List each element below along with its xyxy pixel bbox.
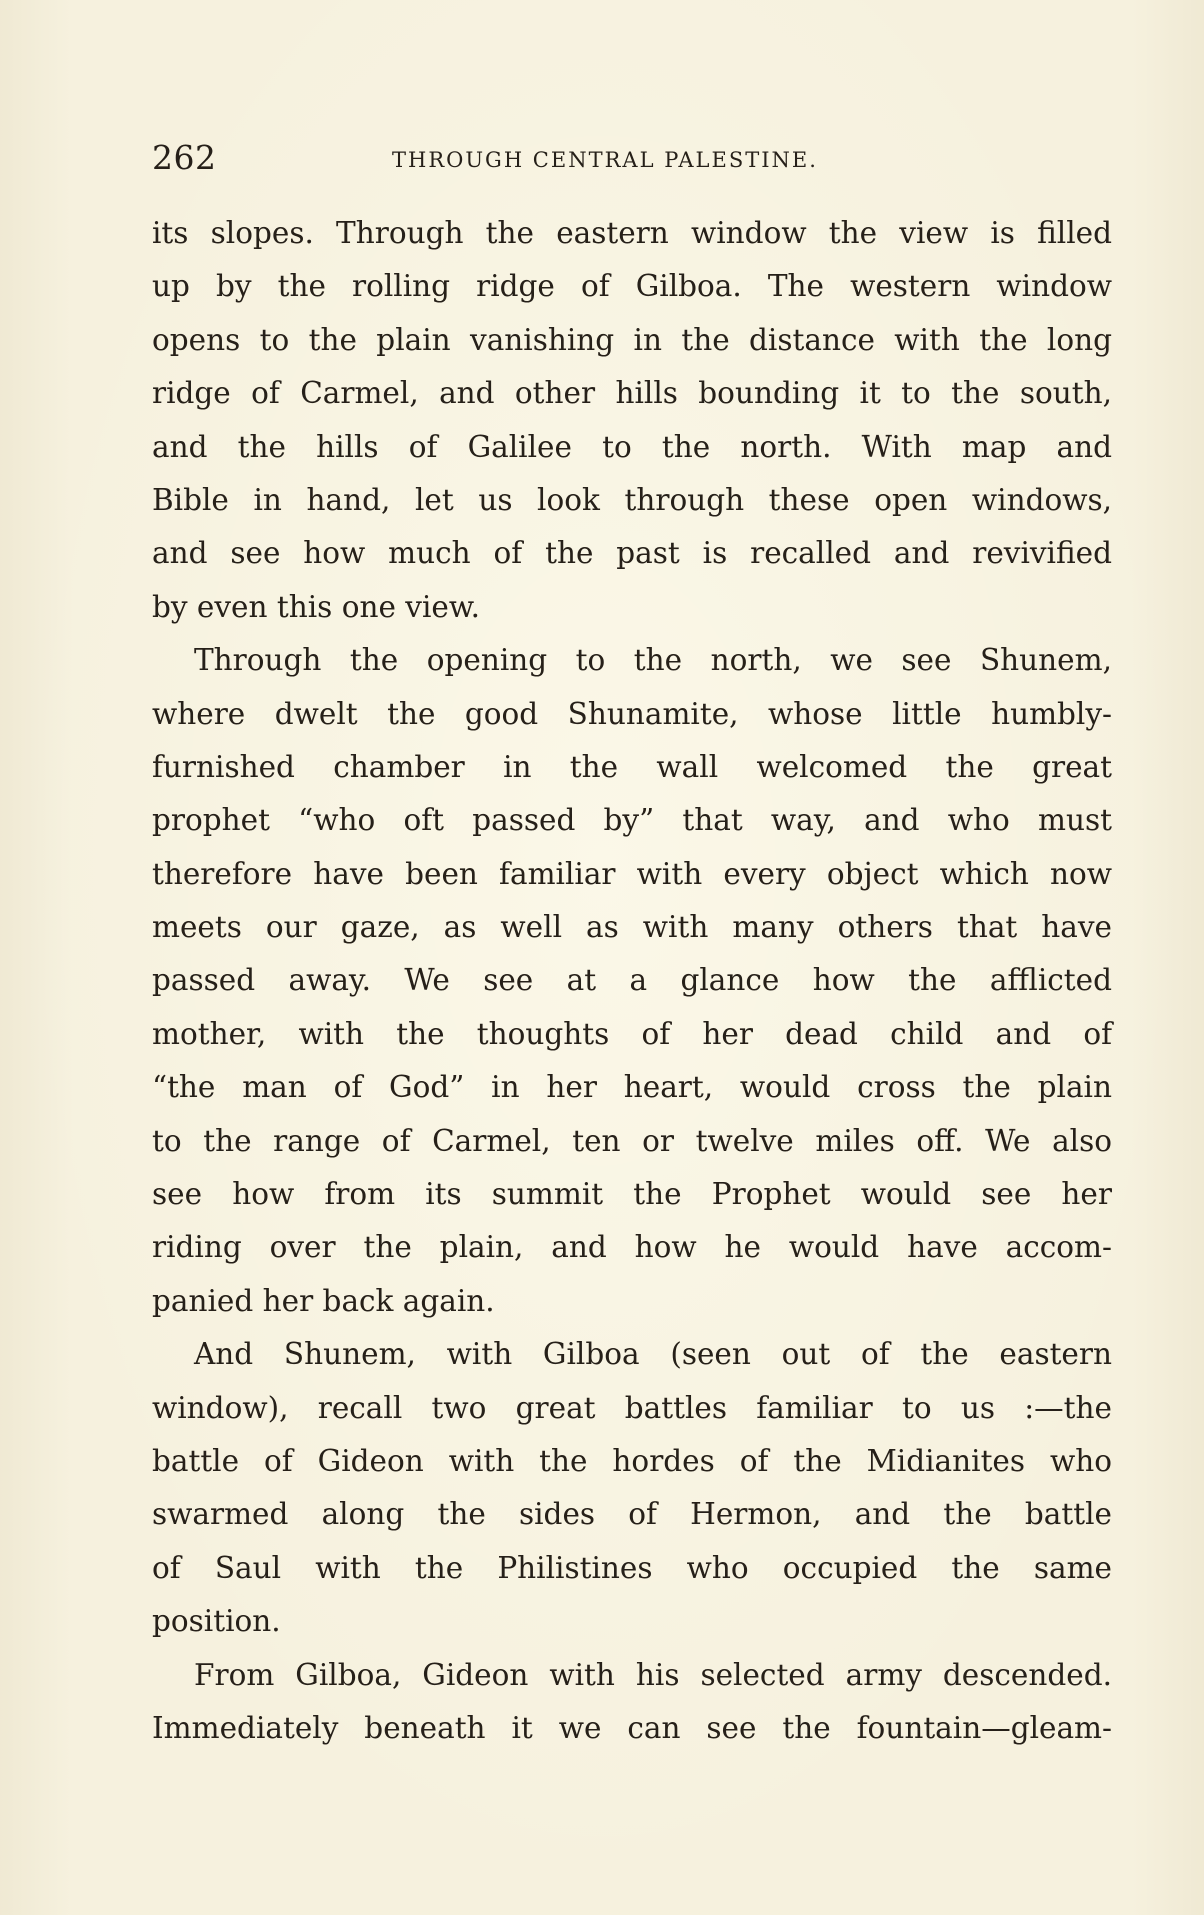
running-title: THROUGH CENTRAL PALESTINE. <box>392 148 818 172</box>
text-line: riding over the plain, and how he would have accom- <box>152 1230 1112 1265</box>
text-line: its slopes. Through the eastern window the view is filled <box>152 216 1112 250</box>
text-line: by even this one view. <box>152 589 480 624</box>
text-line: swarmed along the sides of Hermon, and the battle <box>152 1497 1112 1532</box>
text-line: of Saul with the Philistines who occupied the same <box>152 1550 1112 1585</box>
text-line: and see how much of the past is recalled and revivified <box>152 536 1112 571</box>
text-line: and the hills of Galilee to the north. With map and <box>152 429 1112 464</box>
text-line: position. <box>152 1604 281 1639</box>
text-line: battle of Gideon with the hordes of the Midianites who <box>152 1443 1112 1478</box>
text-line: window), recall two great battles familiar to us :—the <box>152 1390 1112 1425</box>
text-line: where dwelt the good Shunamite, whose little humbly- <box>152 696 1112 731</box>
text-line: ridge of Carmel, and other hills bounding it to the south, <box>152 376 1112 411</box>
text-line: From Gilboa, Gideon with his selected army descended. <box>194 1657 1112 1692</box>
text-line: see how from its summit the Prophet would see her <box>152 1177 1112 1212</box>
text-line: up by the rolling ridge of Gilboa. The western window <box>152 269 1112 304</box>
text-line: prophet “who oft passed by” that way, and who must <box>152 803 1112 838</box>
text-line: meets our gaze, as well as with many others that have <box>152 910 1112 945</box>
running-head <box>152 136 1110 180</box>
body-text <box>152 207 1112 1755</box>
text-line: mother, with the thoughts of her dead child and of <box>152 1016 1112 1051</box>
text-line: furnished chamber in the wall welcomed the great <box>152 749 1112 784</box>
text-line: to the range of Carmel, ten or twelve miles off. We also <box>152 1123 1112 1158</box>
text-line: passed away. We see at a glance how the afflicted <box>152 963 1112 998</box>
text-line: panied her back again. <box>152 1283 495 1318</box>
text-line: opens to the plain vanishing in the distance with the long <box>152 322 1112 357</box>
text-line: therefore have been familiar with every object which now <box>152 856 1112 891</box>
page-number: 262 <box>152 138 217 177</box>
text-line: Bible in hand, let us look through these open windows, <box>152 482 1112 517</box>
text-line: Immediately beneath it we can see the fountain—gleam- <box>152 1710 1112 1745</box>
text-line: “the man of God” in her heart, would cross the plain <box>152 1070 1112 1105</box>
text-line: Through the opening to the north, we see Shunem, <box>194 643 1112 678</box>
text-line: And Shunem, with Gilboa (seen out of the eastern <box>194 1337 1112 1372</box>
